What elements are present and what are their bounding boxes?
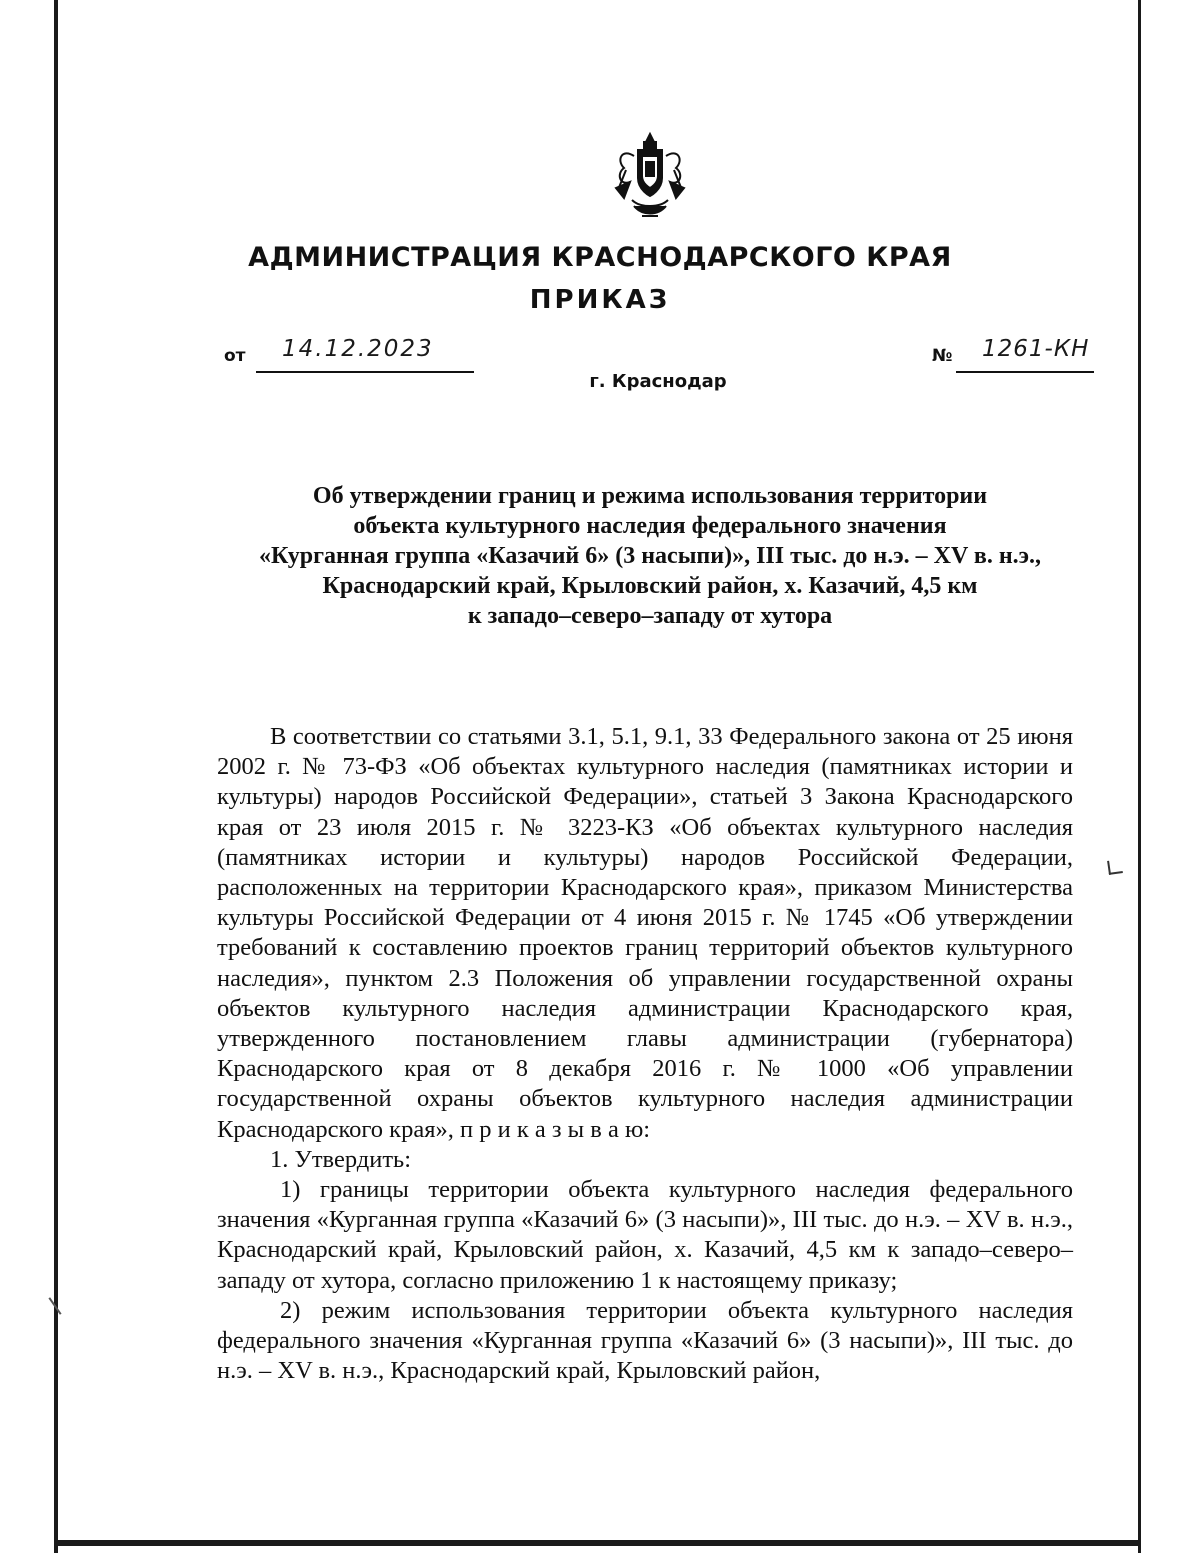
handwritten-number: 1261-КН [982, 336, 1090, 362]
organization-title: АДМИНИСТРАЦИЯ КРАСНОДАРСКОГО КРАЯ [248, 242, 952, 273]
preamble-text: В соответствии со статьями 3.1, 5.1, 9.1, 33 Федерального закона от 25 июня 2002 г. № 73-ФЗ «Об объектах культурного наследия (памятниках истории и культуры) народов Российской Федерации», статьей 3 Закона Краснодарского края от 23 июля 2015 г. № 3223-КЗ «Об объектах культурного наследия (памятниках истории и культуры) народов Российской Федерации, расположенных на территории Краснодарского края», приказом Министерства культуры Российской Федерации от 4 июня 2015 г. № 1745 «Об утверждении требований к составлению проектов границ территорий объектов культурного наследия», пунктом 2.3 Положения об управлении государственной охраны объектов культурного наследия администрации Краснодарского края, утвержденного постановлением главы администрации (губернатора) Краснодарского края от 8 декабря 2016 г. № 1000 «Об управлении государственной охраны объектов культурного наследия администрации Краснодарского края», [217, 723, 1073, 1143]
subpoint-2: 2) режим использования территории объекта культурного наследия федерального значения «Курганная группа «Казачий 6» (3 насыпи)», III тыс. до н.э. – XV в. н.э., Краснодарский край, Крыловский район, [217, 1296, 1073, 1385]
heading-line: объекта культурного наследия федерального значения [353, 513, 947, 539]
order-heading [200, 481, 1100, 631]
coat-of-arms-icon [612, 130, 688, 222]
subpoint-1: 1) границы территории объекта культурного наследия федерального значения «Курганная группа «Казачий 6» (3 насыпи)», III тыс. до н.э. – XV в. н.э., Краснодарский край, Крыловский район, х. Казачий, 4,5 км к западо–северо–западу от хутора, согласно приложению 1 к настоящему приказу; [217, 1176, 1073, 1294]
scan-bottom-edge [54, 1540, 1141, 1546]
number-prefix: № [932, 346, 953, 366]
scan-right-edge [1138, 0, 1141, 1553]
date-prefix: от [224, 346, 246, 366]
preamble-paragraph [217, 722, 1073, 1145]
order-body [217, 722, 1073, 1386]
margin-mark [1107, 859, 1123, 875]
heading-line: «Курганная группа «Казачий 6» (3 насыпи)», III тыс. до н.э. – XV в. н.э., [258, 543, 1042, 569]
heading-line: Об утверждении границ и режима использования территории [312, 483, 988, 509]
order-word: п р и к а з ы в а ю: [459, 1115, 651, 1143]
scan-left-edge [54, 0, 58, 1553]
heading-line: к западо–северо–западу от хутора [467, 603, 833, 629]
point-1: 1. Утвердить: [270, 1145, 412, 1173]
handwritten-date: 14.12.2023 [282, 336, 434, 362]
city: г. Краснодар [589, 371, 727, 392]
heading-line: Краснодарский край, Крыловский район, х. Казачий, 4,5 км [322, 573, 978, 599]
document-type: ПРИКАЗ [529, 285, 671, 315]
